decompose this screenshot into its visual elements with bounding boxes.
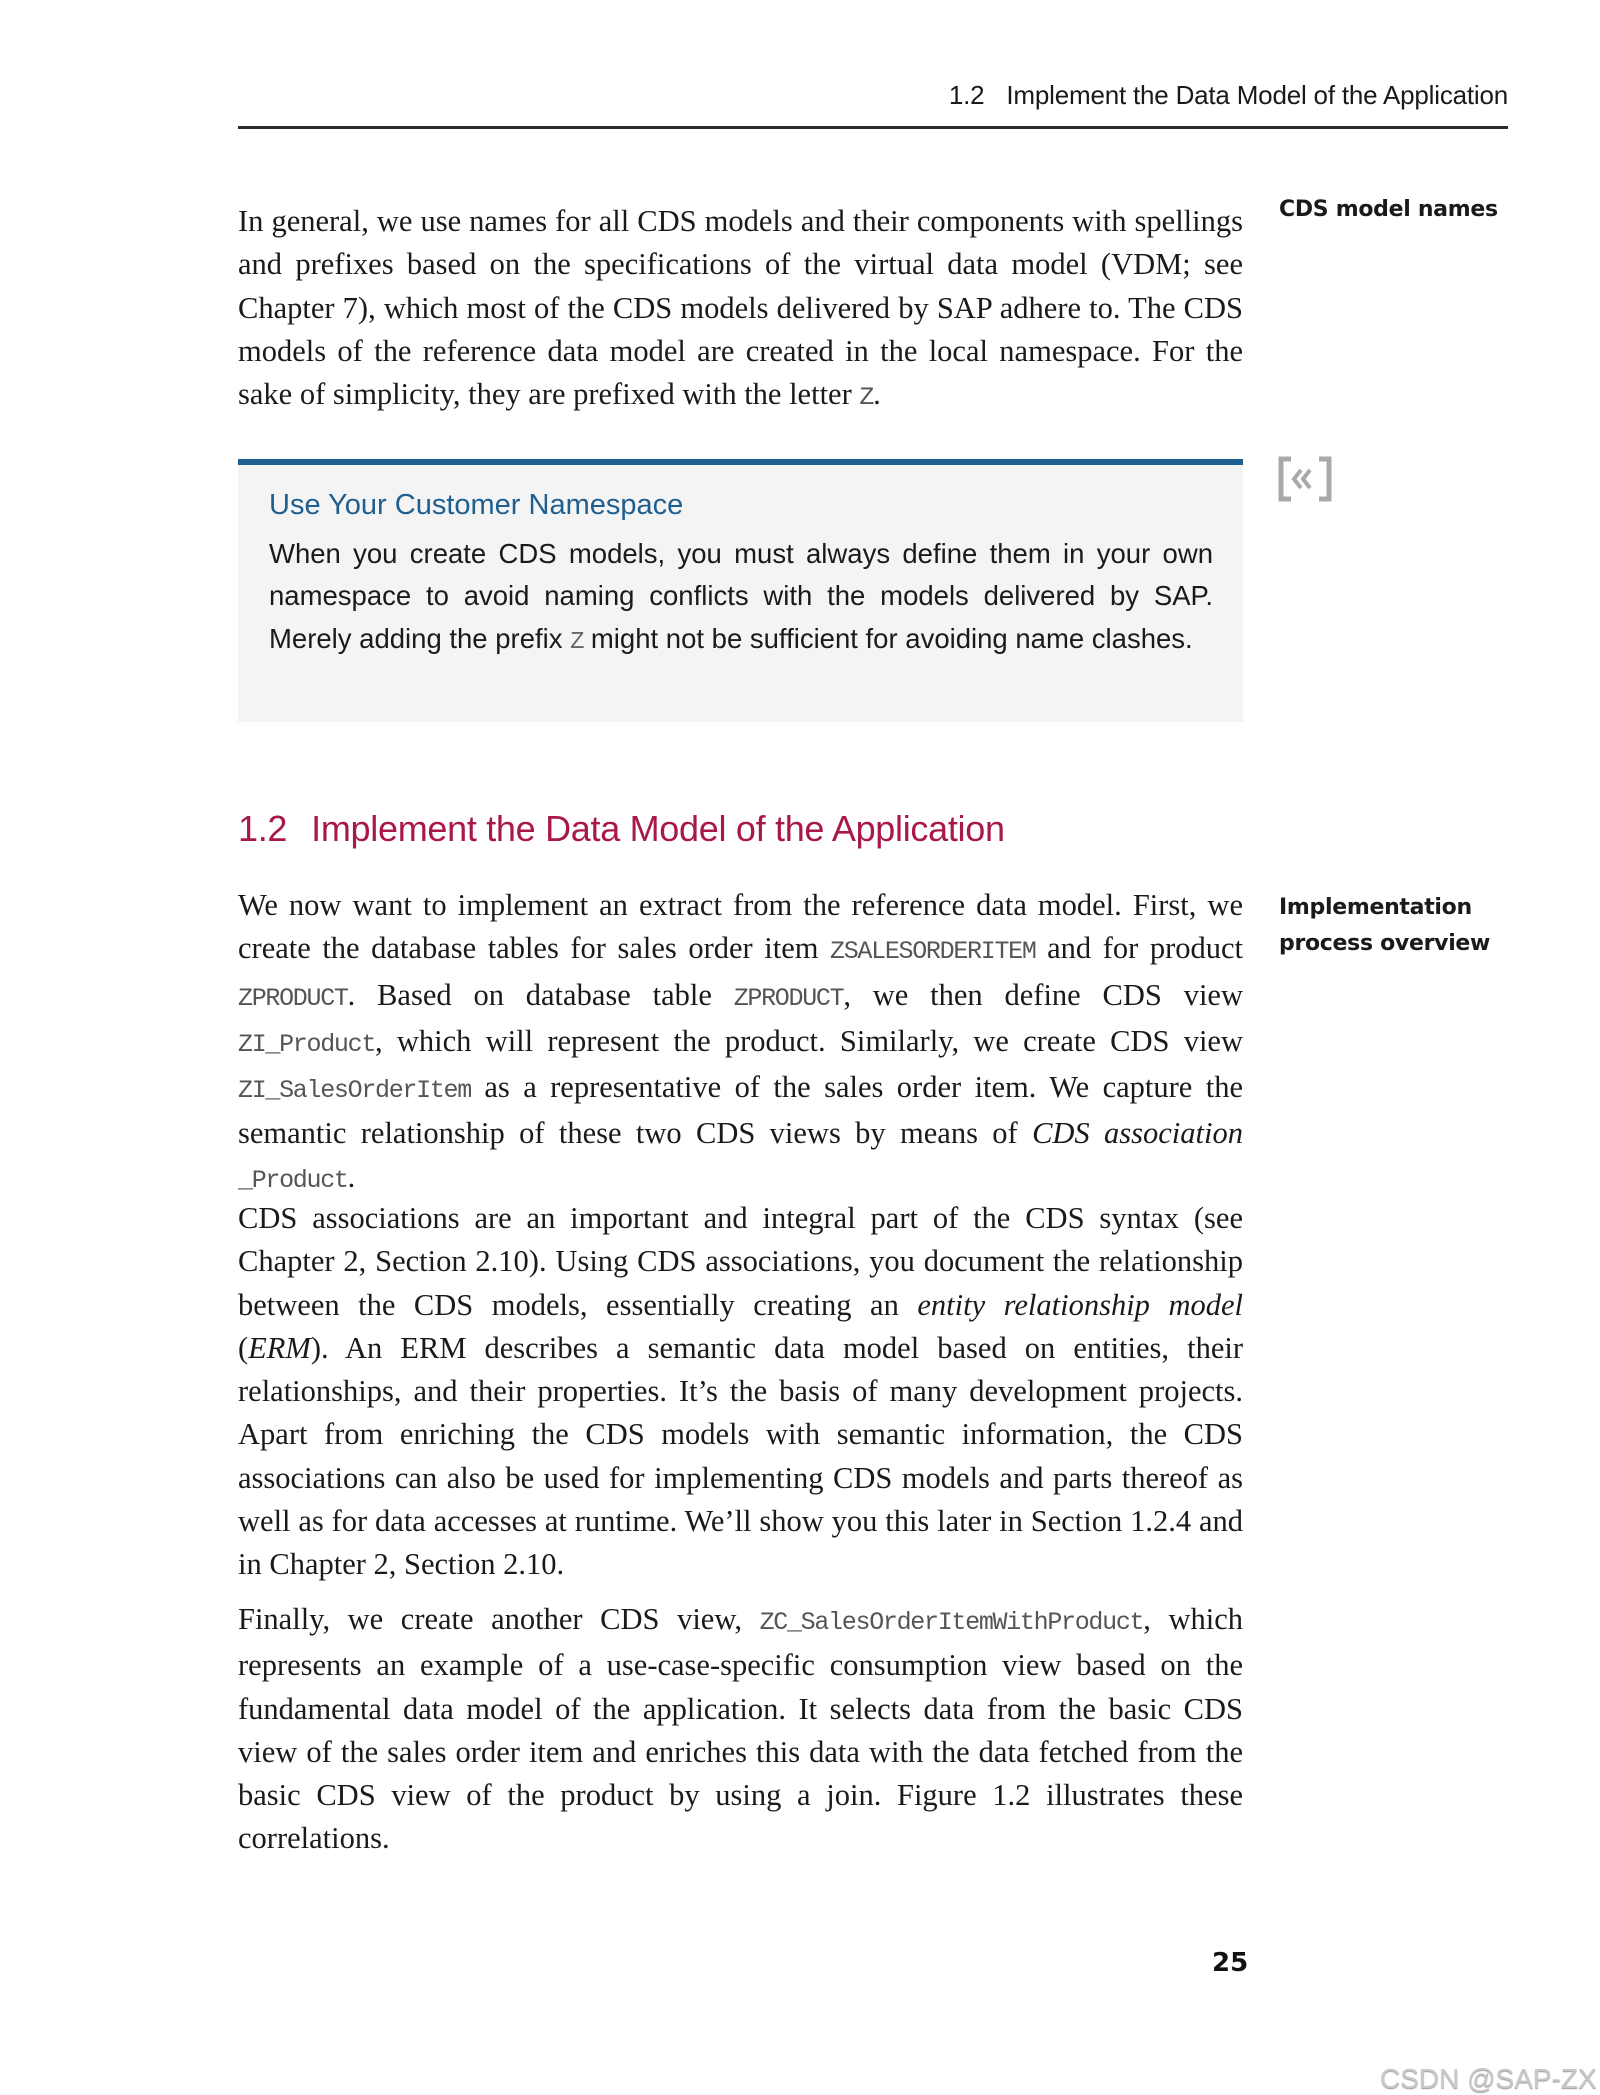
code-zsalesorderitem: ZSALESORDERITEM (830, 937, 1036, 967)
margin-note-line: Implementation (1279, 895, 1472, 920)
margin-note-line: process overview (1279, 931, 1491, 956)
intro-text: In general, we use names for all CDS models and their components with spellings and prefixes based on the specifications of the virtual data model (VDM; see Chapter 7), which most of the CDS models delivered by SAP adhere to. The CDS models of the reference data model are created in the local namespace. For the sake of simplicity, they are prefixed with the letter (238, 204, 1243, 412)
header-rule (238, 126, 1508, 129)
running-header-title: Implement the Data Model of the Application (1006, 80, 1508, 110)
text: CDS associations are an important and integral part of the CDS syntax (see Chapter 2, Section 2.10). Using CDS associations, you document the relationship between the CDS models, essentially creating an (238, 1201, 1243, 1322)
term-entity-relationship-model: entity relationship model (917, 1287, 1244, 1322)
text: as a representative of the sales order item. We capture the semantic relationship of these two CDS views by means of (238, 1070, 1243, 1151)
code-zproduct: ZPRODUCT (733, 983, 844, 1013)
text: , we then define CDS view (843, 977, 1243, 1012)
paragraph-cds-associations (238, 1197, 1243, 1587)
section-number: 1.2 (238, 808, 288, 849)
running-header-section-number: 1.2 (948, 80, 985, 110)
note-box (238, 459, 1243, 722)
code-zproduct: ZPRODUCT (238, 983, 348, 1013)
text: and for product (1035, 931, 1243, 966)
section-title: Implement the Data Model of the Application (311, 808, 1005, 849)
note-body (269, 533, 1213, 664)
code-prefix-z: Z (570, 628, 584, 656)
intro-paragraph (238, 200, 1243, 419)
text: . Based on database table (347, 977, 734, 1012)
text: , which represents an example of a use-case-specific consumption view based on the fundamental data model of the application. It selects data from the basic CDS view of the sales order item and enriches this data with the data fetched from the basic CDS view of the product by using a join. Figure 1.2 illustrates these correlations. (238, 1602, 1243, 1856)
page-number: 25 (1212, 1948, 1249, 1978)
code-prefix-z: Z (859, 383, 874, 413)
text: , which will represent the product. Similarly, we create CDS view (375, 1023, 1243, 1058)
margin-note-cds-model-names: CDS model names (1279, 197, 1498, 222)
note-title: Use Your Customer Namespace (269, 489, 684, 521)
note-body-text-end: might not be sufficient for avoiding name clashes. (583, 622, 1193, 654)
text: Finally, we create another CDS view, (238, 1602, 760, 1636)
term-erm: ERM (248, 1330, 311, 1365)
watermark: CSDN @SAP-ZX (1380, 2063, 1597, 2094)
term-cds-association: CDS association (1032, 1116, 1243, 1151)
note-bracket-icon (1277, 456, 1333, 502)
running-header (238, 80, 1508, 111)
intro-text-end: . (873, 377, 881, 412)
code-product-association: _Product (238, 1165, 348, 1195)
text: ). An ERM describes a semantic data model based on entities, their relationships, and their properties. It’s the basis of many development projects. Apart from enriching the CDS models with semantic information, the CDS associations can also be used for implementing CDS models and parts thereof as well as for data accesses at runtime. We’ll show you this later in Section 1.2.4 and in Chapter 2, Section 2.10. (238, 1330, 1243, 1582)
note-body-text: When you create CDS models, you must always define them in your own namespace to avoid naming conflicts with the models delivered by SAP. Merely adding the prefix (269, 538, 1213, 654)
text: ( (238, 1330, 249, 1365)
code-zi-salesorderitem: ZI_SalesOrderItem (238, 1076, 471, 1106)
margin-note-implementation-process (1279, 890, 1519, 962)
code-zi-product: ZI_Product (238, 1029, 376, 1059)
code-zc-salesorderitemwithproduct: ZC_SalesOrderItemWithProduct (759, 1608, 1144, 1637)
section-heading (238, 808, 1005, 850)
text: . (347, 1159, 356, 1194)
text: We now want to implement an extract from the reference data model. First, we create the database tables for sales order item (238, 888, 1243, 966)
paragraph-implementation-overview (238, 884, 1243, 1202)
paragraph-consumption-view (238, 1598, 1243, 1861)
